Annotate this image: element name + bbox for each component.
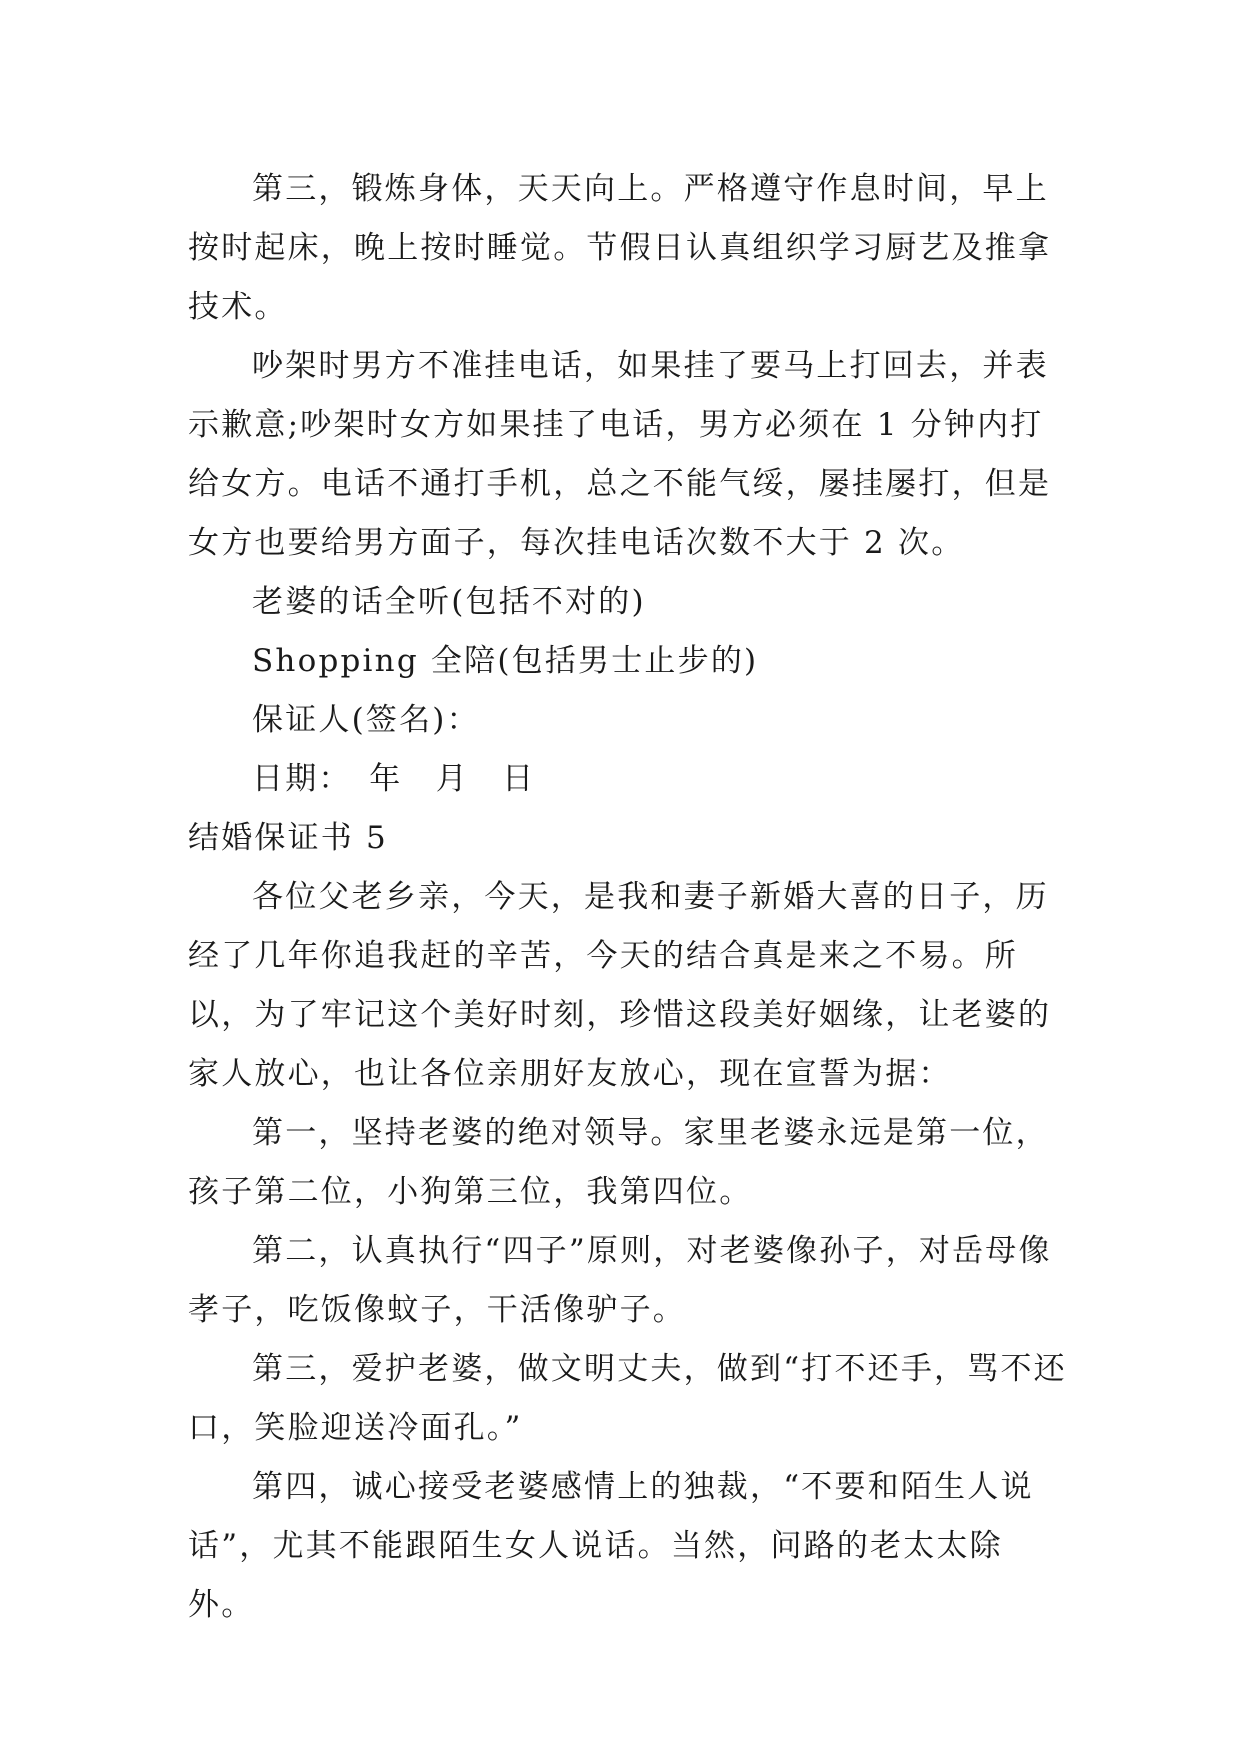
paragraph-fourth: 第四，诚心接受老婆感情上的独裁，“不要和陌生人说话”，尤其不能跟陌生女人说话。当然，问路的老太太除外。 [188, 1469, 1034, 1623]
paragraph-exercise: 第三，锻炼身体，天天向上。严格遵守作息时间，早上按时起床，晚上按时睡觉。节假日认真组织学习厨艺及推拿技术。 [188, 171, 1052, 325]
paragraph-intro: 各位父老乡亲，今天，是我和妻子新婚大喜的日子，历经了几年你追我赶的辛苦，今天的结合真是来之不易。所以，为了牢记这个美好时刻，珍惜这段美好姻缘，让老婆的家人放心，也让各位亲朋好友放心，现在宣誓为据： [188, 879, 1052, 1092]
document-body [188, 160, 1068, 1635]
paragraph-first: 第一，坚持老婆的绝对领导。家里老婆永远是第一位，孩子第二位，小狗第三位，我第四位。 [188, 1115, 1049, 1210]
paragraph-phone-rule: 吵架时男方不准挂电话，如果挂了要马上打回去，并表示歉意;吵架时女方如果挂了电话，男方必须在 1 分钟内打给女方。电话不通打手机，总之不能气绥，屡挂屡打，但是女方也要给男方面子，每次挂电话次数不大于 2 次。 [188, 348, 1052, 561]
paragraph-date: 日期： 年 月 日 [252, 761, 536, 797]
paragraph-shopping: Shopping 全陪(包括男士止步的) [252, 643, 759, 679]
section-heading: 结婚保证书 5 [188, 820, 388, 856]
paragraph-second: 第二，认真执行“四子”原则，对老婆像孙子，对岳母像孝子，吃饭像蚊子，干活像驴子。 [188, 1233, 1052, 1328]
paragraph-guarantor-signature: 保证人(签名)： [252, 702, 480, 738]
paragraph-listen-wife: 老婆的话全听(包括不对的) [252, 584, 646, 620]
paragraph-third: 第三，爱护老婆，做文明丈夫，做到“打不还手，骂不还口，笑脸迎送冷面孔。” [188, 1351, 1067, 1446]
